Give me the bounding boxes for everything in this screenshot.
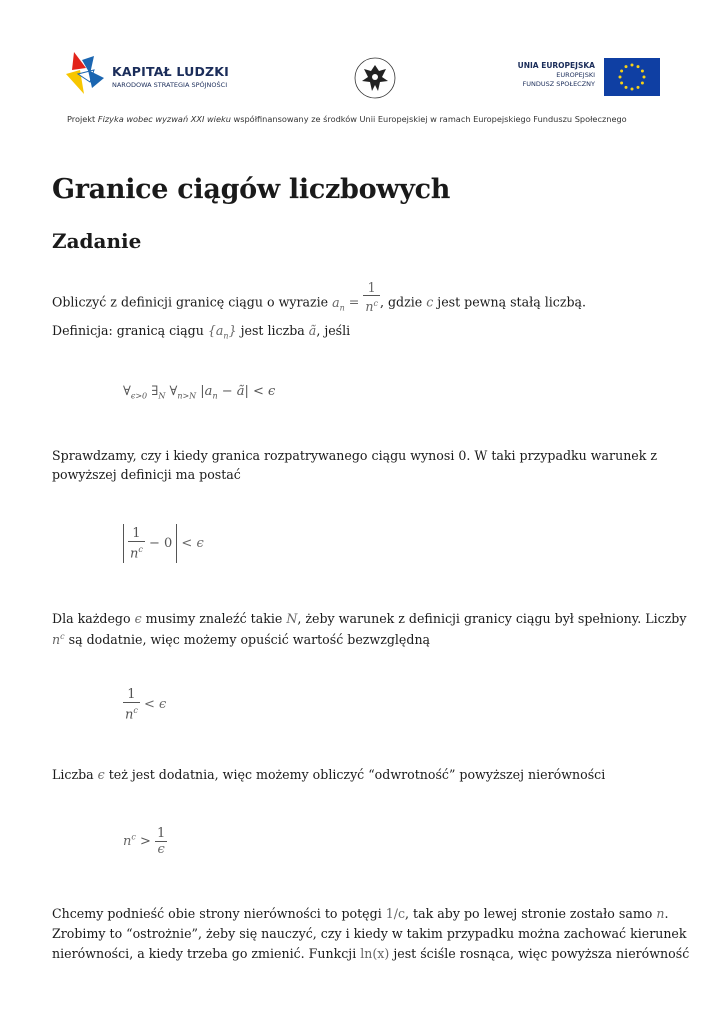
formula-inequality-simple: $\frac{1}{n^c}$ < ϵ bbox=[125, 687, 167, 723]
formula-abs-inequality: $\frac{1}{n^c}$ − 0 < ϵ bbox=[123, 524, 204, 563]
paragraph-reciprocal: Liczba ϵ też jest dodatnia, więc możemy obliczyć “odwrotność” powyższej nierówności bbox=[52, 767, 606, 782]
formula-limit-definition: $\forall_{\epsilon>0}$ $\exists_N$ $\forall_{n>N}$ $|a_n$ − ã| < ϵ bbox=[123, 384, 276, 401]
paragraph-power-line3: nierówności, a kiedy trzeba go zmienić. Funkcji ln(x) jest ściśle rosnąca, więc powyższa nierówność bbox=[52, 946, 690, 961]
paragraph-check-line1: Sprawdzamy, czy i kiedy granica rozpatrywanego ciągu wynosi 0. W taki przypadku warunek z bbox=[52, 448, 658, 463]
university-eagle-logo bbox=[352, 55, 398, 101]
paragraph-power-line1: Chcemy podnieść obie strony nierówności to potęgi 1/c, tak aby po lewej stronie zostało samo n. bbox=[52, 906, 669, 921]
fraction-1-over-nc: $\frac{1}{n^c}$ bbox=[365, 280, 378, 315]
kapital-ludzki-logo bbox=[64, 48, 234, 98]
kapital-ludzki-star-icon bbox=[64, 48, 108, 98]
eu-logo bbox=[500, 58, 665, 96]
page-header bbox=[0, 0, 725, 135]
project-title: Fizyka wobec wyzwań XXI wieku bbox=[97, 114, 231, 124]
formula-reciprocal-inequality: $n^c$ > $\frac{1}{\epsilon}$ bbox=[123, 826, 166, 857]
project-line: Projekt Fizyka wobec wyzwań XXI wieku współfinansowany ze środków Unii Europejskiej w ramach Europejskiego Funduszu Społecznego bbox=[67, 114, 627, 124]
kapital-ludzki-title: KAPITAŁ LUDZKI bbox=[112, 64, 230, 79]
eu-flag-icon bbox=[604, 58, 660, 96]
document-title: Granice ciągów liczbowych bbox=[52, 174, 451, 205]
paragraph-epsilon-line2: $n^c$ są dodatnie, więc możemy opuścić wartość bezwzględną bbox=[52, 632, 431, 648]
eu-fund-line2: FUNDUSZ SPOŁECZNY bbox=[522, 80, 595, 88]
eu-title: UNIA EUROPEJSKA bbox=[517, 61, 595, 70]
paragraph-definition: Definicja: granicą ciągu $\{a_n\}$ jest liczba ã, jeśli bbox=[52, 323, 351, 341]
formula-an: $a_n$ bbox=[332, 294, 345, 313]
section-heading: Zadanie bbox=[52, 229, 142, 253]
formula-sequence: $\{a_n\}$ bbox=[207, 323, 237, 341]
kapital-ludzki-subtitle: NARODOWA STRATEGIA SPÓJNOŚCI bbox=[112, 81, 228, 89]
paragraph-power-line2: Zrobimy to “ostrożnie”, żeby się nauczyć, czy i kiedy w takim przypadku można zachować kierunek bbox=[52, 926, 687, 941]
paragraph-epsilon-line1: Dla każdego ϵ musimy znaleźć takie N, żeby warunek z definicji granicy ciągu był spełniony. Liczby bbox=[52, 611, 687, 626]
paragraph-task: Obliczyć z definicji granicę ciągu o wyrazie $a_n$ = $\frac{1}{n^c}$ , gdzie c jest pewną stałą liczbą. bbox=[52, 280, 587, 315]
eu-fund-line1: EUROPEJSKI bbox=[556, 71, 595, 79]
paragraph-check-line2: powyższej definicji ma postać bbox=[52, 467, 241, 482]
